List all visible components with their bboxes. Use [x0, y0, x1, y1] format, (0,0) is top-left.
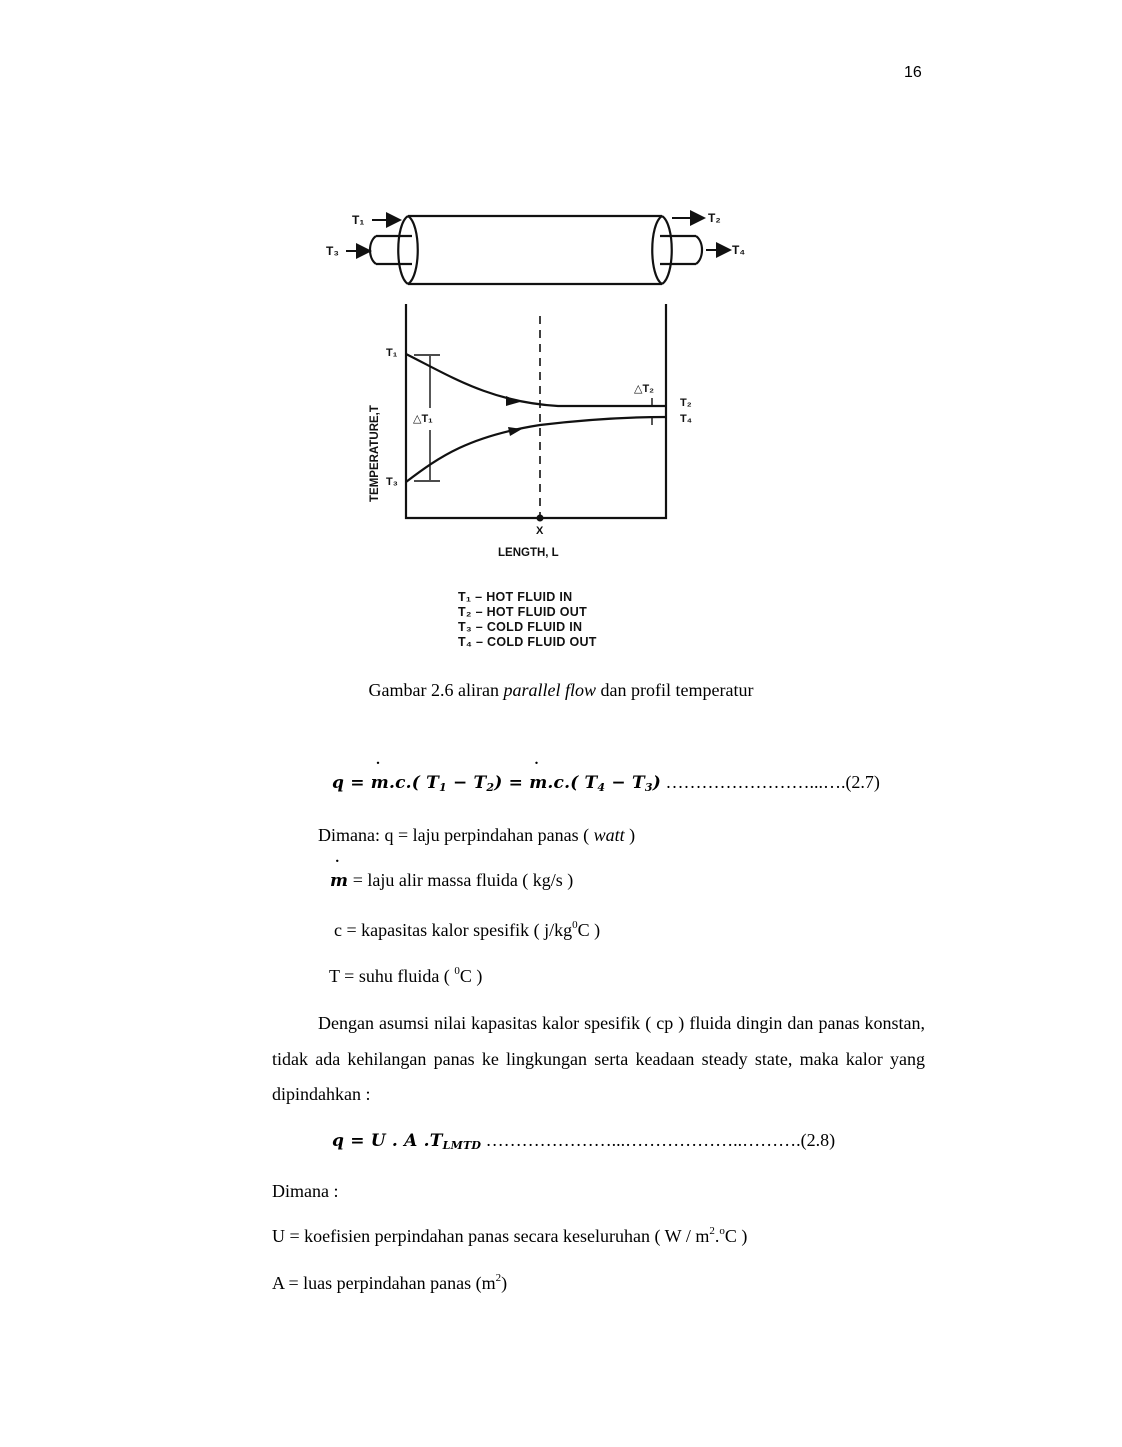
graph-t2-label: T₂ — [680, 397, 692, 409]
x-axis-label: LENGTH, L — [498, 547, 559, 559]
definition-c: c = kapasitas kalor spesifik ( $j/kg^0C$ ) — [334, 919, 601, 940]
pipe-t2-label: T₂ — [708, 211, 721, 225]
equation-2-8 — [332, 1130, 835, 1151]
x-mark-label: X — [536, 525, 544, 537]
legend-item: T₂ – HOT FLUID OUT — [458, 605, 588, 619]
equation-2-7 — [332, 772, 880, 793]
graph-t1-label: T₁ — [386, 347, 398, 359]
exchanger-pipe — [370, 216, 702, 284]
legend-item: T₁ – HOT FLUID IN — [458, 590, 573, 604]
cold-fluid-curve — [406, 417, 666, 482]
definition-t: T = suhu fluida ( $^0$C ) — [329, 965, 483, 986]
figure-legend — [458, 590, 597, 650]
caption-prefix: Gambar 2.6 aliran — [368, 680, 504, 700]
page-number: 16 — [904, 64, 922, 81]
definition-q: Dimana: q = laju perpindahan panas ( watt ) — [318, 825, 636, 845]
body-paragraph: Dengan asumsi nilai kapasitas kalor spesifik ( cp ) fluida dingin dan panas konstan, tidak ada kehilangan panas ke lingkungan serta keadaan steady state, maka kalor yang dipindahkan : — [272, 1013, 925, 1104]
legend-item: T₃ – COLD FLUID IN — [458, 620, 583, 634]
equation-2-7-number: ……………………...….(2.7) — [660, 772, 880, 792]
pipe-t4-label: T₄ — [732, 243, 746, 257]
definition-u: U = koefisien perpindahan panas secara keseluruhan ( W / $m^2.^oC$ ) — [272, 1225, 748, 1246]
x-position-marker — [537, 515, 544, 522]
equation-2-7-formula: q = m ˙.c.( $T_1 - T_2) = m$ ˙.c.( $T_4 - T_3$) — [332, 773, 661, 793]
pipe-t3-label: T₃ — [326, 244, 339, 258]
delta-t2-label: △T₂ — [634, 383, 655, 395]
dimana-label: Dimana : — [272, 1181, 339, 1201]
profile-axes — [406, 304, 666, 518]
caption-italic: parallel flow — [503, 680, 596, 700]
caption-suffix: dan profil temperatur — [596, 680, 754, 700]
y-axis-label: TEMPERATURE,T — [369, 405, 381, 502]
definition-m: m ˙ = laju alir massa fluida ( kg/s ) — [330, 870, 573, 891]
graph-t3-label: T₃ — [386, 476, 398, 488]
definition-a: A = luas perpindahan panas $(m^2)$ — [272, 1272, 508, 1293]
m-dot-symbol: m ˙ — [330, 871, 348, 891]
graph-t4-label: T₄ — [680, 413, 692, 425]
legend-item: T₄ – COLD FLUID OUT — [458, 635, 597, 649]
delta-t1-label: △T₁ — [413, 413, 433, 425]
pipe-t1-label: T₁ — [352, 213, 365, 227]
equation-2-8-formula: q = U . A $.T_{LMTD}$ — [332, 1131, 482, 1152]
hot-fluid-curve — [406, 354, 666, 406]
figure-caption — [0, 680, 1122, 701]
equation-2-8-number: …………………...………………..……….(2.8) — [481, 1130, 836, 1150]
